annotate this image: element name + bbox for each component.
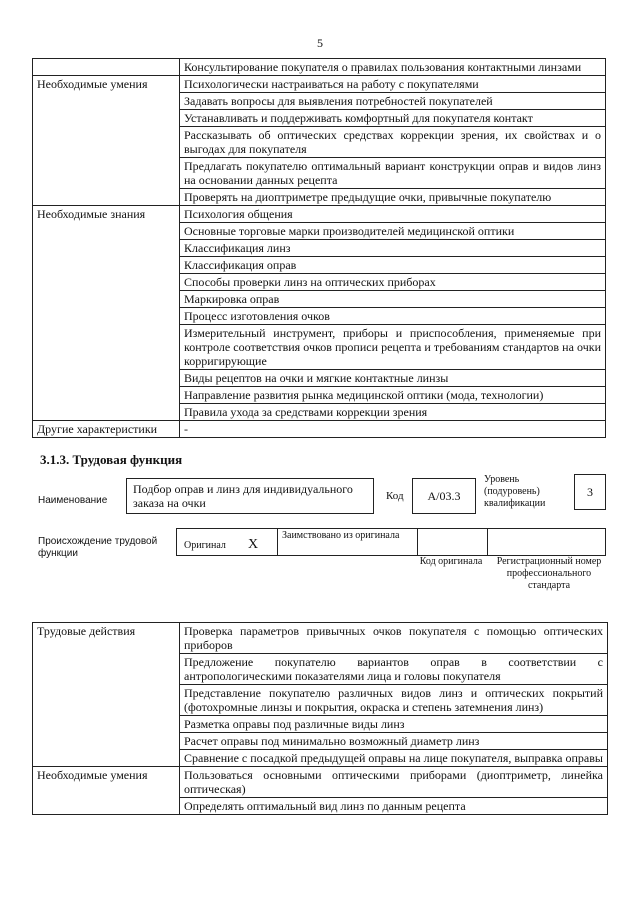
page-number: 5	[317, 36, 323, 50]
row-text: Разметка оправы под различные виды линз	[180, 716, 608, 733]
row-text: Маркировка оправ	[180, 291, 606, 308]
section-title: 3.1.3. Трудовая функция	[40, 452, 183, 467]
table-row	[33, 76, 606, 93]
origin-label: Происхождение трудовой функции	[38, 536, 158, 559]
function-name: Подбор оправ и линз для индивидуального заказа на очки	[126, 478, 374, 514]
row-text: Сравнение с посадкой предыдущей оправы на лице покупателя, выправка оправы	[180, 750, 608, 767]
row-label: Необходимые знания	[33, 206, 180, 421]
row-text: Виды рецептов на очки и мягкие контактные линзы	[180, 370, 606, 387]
row-label: Другие характеристики	[33, 421, 180, 438]
row-text: Проверка параметров привычных очков покупателя с помощью оптических приборов	[180, 623, 608, 654]
row-text: Основные торговые марки производителей медицинской оптики	[180, 223, 606, 240]
row-text: Психология общения	[180, 206, 606, 223]
row-text: Процесс изготовления очков	[180, 308, 606, 325]
row-text: Устанавливать и поддерживать комфортный для покупателя контакт	[180, 110, 606, 127]
row-text: Представление покупателю различных видов линз и оптических покрытий (фотохромные линзы и покрытия, окраска и степень затемнения линз)	[180, 685, 608, 716]
table-row	[33, 59, 606, 76]
row-text: Классификация линз	[180, 240, 606, 257]
original-mark: X	[248, 537, 259, 552]
labor-actions-table	[32, 622, 608, 815]
code-original-label: Код оригинала	[419, 556, 483, 567]
level-value: 3	[574, 474, 606, 510]
row-label: Необходимые умения	[33, 76, 180, 206]
reg-number-label: Регистрационный номер профессионального стандарта	[496, 556, 602, 591]
row-text: Консультирование покупателя о правилах пользования контактными линзами	[180, 59, 606, 76]
row-label: Необходимые умения	[33, 767, 180, 815]
row-text: Предложение покупателю вариантов оправ в соответствии с антропологическими показателями лица и головы покупателя	[180, 654, 608, 685]
level-label: Уровень (подуровень) квалификации	[484, 474, 546, 509]
row-text: Психологически настраиваться на работу с покупателями	[180, 76, 606, 93]
table-row	[33, 623, 608, 654]
row-text: Определять оптимальный вид линз по данным рецепта	[180, 798, 608, 815]
row-label	[33, 59, 180, 76]
row-text: Правила ухода за средствами коррекции зрения	[180, 404, 606, 421]
row-text: Предлагать покупателю оптимальный вариант конструкции оправ и видов линз на основании данных рецепта	[180, 158, 606, 189]
function-code: А/03.3	[412, 478, 476, 514]
name-label: Наименование	[38, 495, 108, 506]
row-label: Трудовые действия	[33, 623, 180, 767]
table-row	[33, 767, 608, 798]
borrowed-label: Заимствовано из оригинала	[282, 530, 400, 541]
skills-knowledge-table	[32, 58, 606, 438]
row-text: -	[180, 421, 606, 438]
row-text: Задавать вопросы для выявления потребностей покупателей	[180, 93, 606, 110]
row-text: Способы проверки линз на оптических приборах	[180, 274, 606, 291]
table-row	[33, 206, 606, 223]
row-text: Направление развития рынка медицинской оптики (мода, технологии)	[180, 387, 606, 404]
row-text: Проверять на диоптриметре предыдущие очки, привычные покупателю	[180, 189, 606, 206]
row-text: Расчет оправы под минимально возможный диаметр линз	[180, 733, 608, 750]
row-text: Классификация оправ	[180, 257, 606, 274]
original-label: Оригинал	[184, 540, 226, 551]
row-text: Рассказывать об оптических средствах коррекции зрения, их свойствах и о выгодах для покупателя	[180, 127, 606, 158]
row-text: Пользоваться основными оптическими приборами (диоптриметр, линейка оптическая)	[180, 767, 608, 798]
row-text: Измерительный инструмент, приборы и приспособления, применяемые при контроле соответствия очков прописи рецепта и требованиям стандартов на очки корригирующие	[180, 325, 606, 370]
code-label: Код	[386, 490, 404, 502]
table-row	[33, 421, 606, 438]
